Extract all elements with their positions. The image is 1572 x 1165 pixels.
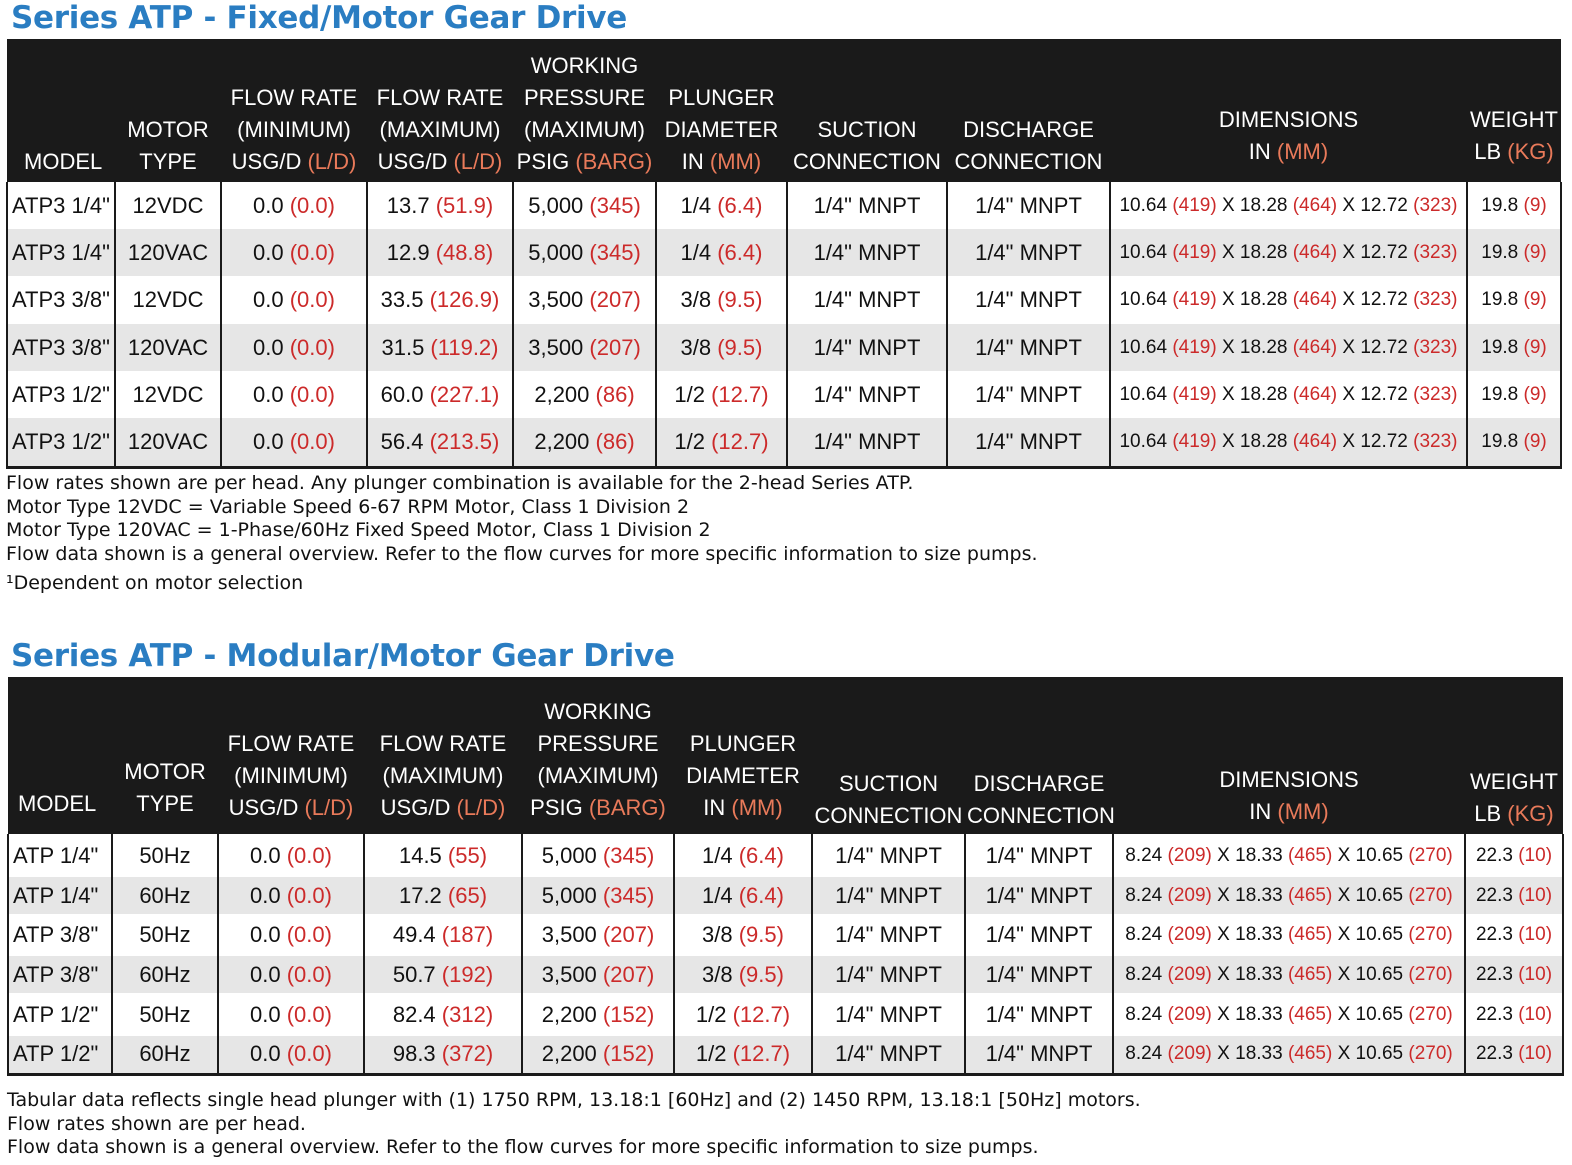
- table-row: [7, 324, 1561, 371]
- cell-flow-max: 13.7 (51.9): [367, 182, 513, 229]
- cell-working-pressure: 5,000 (345): [513, 229, 656, 276]
- cell-plunger-diameter: 1/4 (6.4): [674, 834, 812, 877]
- cell-model: ATP 3/8": [8, 956, 112, 993]
- cell-flow-min: 0.0 (0.0): [221, 324, 367, 371]
- cell-flow-max: 82.4 (312): [364, 993, 522, 1036]
- col-model: MODEL: [7, 39, 115, 182]
- cell-suction: 1/4" MNPT: [812, 834, 965, 877]
- cell-motor-type: 120VAC: [115, 229, 221, 276]
- cell-discharge: 1/4" MNPT: [947, 371, 1110, 418]
- cell-model: ATP3 1/2": [7, 371, 115, 418]
- cell-discharge: 1/4" MNPT: [947, 324, 1110, 371]
- cell-discharge: 1/4" MNPT: [965, 834, 1113, 877]
- col-motor-type: MOTOR TYPE: [115, 39, 221, 182]
- cell-weight: 22.3 (10): [1465, 914, 1563, 956]
- table-body: [7, 182, 1561, 467]
- cell-dimensions: 10.64 (419) X 18.28 (464) X 12.72 (323): [1110, 229, 1467, 276]
- table-row: [7, 371, 1561, 418]
- cell-suction: 1/4" MNPT: [812, 877, 965, 914]
- cell-working-pressure: 5,000 (345): [513, 182, 656, 229]
- cell-working-pressure: 3,500 (207): [522, 914, 674, 956]
- cell-flow-max: 12.9 (48.8): [367, 229, 513, 276]
- table-body: [8, 834, 1563, 1074]
- note-line: Flow rates shown are per head. Any plunger combination is available for the 2-head Series ATP.: [6, 472, 914, 494]
- cell-weight: 19.8 (9): [1467, 182, 1561, 229]
- cell-suction: 1/4" MNPT: [812, 1036, 965, 1074]
- cell-flow-max: 49.4 (187): [364, 914, 522, 956]
- cell-model: ATP3 3/8": [7, 276, 115, 324]
- section1-title: Series ATP - Fixed/Motor Gear Drive: [11, 0, 627, 36]
- col-weight: WEIGHT LB (KG): [1465, 677, 1563, 834]
- cell-flow-max: 98.3 (372): [364, 1036, 522, 1074]
- col-model: MODEL: [8, 677, 112, 834]
- cell-plunger-diameter: 1/2 (12.7): [656, 418, 787, 467]
- cell-suction: 1/4" MNPT: [812, 956, 965, 993]
- cell-flow-min: 0.0 (0.0): [218, 956, 364, 993]
- cell-plunger-diameter: 3/8 (9.5): [674, 956, 812, 993]
- cell-flow-min: 0.0 (0.0): [221, 276, 367, 324]
- section1-notes: [6, 472, 1038, 596]
- table-row: [8, 834, 1563, 877]
- cell-suction: 1/4" MNPT: [787, 229, 947, 276]
- col-weight: WEIGHT LB (KG): [1467, 39, 1561, 182]
- cell-flow-max: 50.7 (192): [364, 956, 522, 993]
- cell-flow-min: 0.0 (0.0): [218, 877, 364, 914]
- cell-motor-type: 60Hz: [112, 877, 218, 914]
- cell-dimensions: 8.24 (209) X 18.33 (465) X 10.65 (270): [1113, 834, 1465, 877]
- col-working-pressure: WORKING PRESSURE (MAXIMUM) PSIG (BARG): [522, 677, 674, 834]
- cell-working-pressure: 3,500 (207): [513, 276, 656, 324]
- cell-suction: 1/4" MNPT: [812, 993, 965, 1036]
- cell-flow-max: 33.5 (126.9): [367, 276, 513, 324]
- cell-flow-min: 0.0 (0.0): [218, 834, 364, 877]
- cell-plunger-diameter: 1/4 (6.4): [656, 229, 787, 276]
- cell-working-pressure: 5,000 (345): [522, 834, 674, 877]
- cell-flow-max: 14.5 (55): [364, 834, 522, 877]
- cell-motor-type: 60Hz: [112, 956, 218, 993]
- cell-suction: 1/4" MNPT: [787, 324, 947, 371]
- footnote: ¹Dependent on motor selection: [6, 572, 304, 594]
- cell-motor-type: 12VDC: [115, 371, 221, 418]
- cell-working-pressure: 3,500 (207): [522, 956, 674, 993]
- cell-suction: 1/4" MNPT: [787, 182, 947, 229]
- note-line: Motor Type 12VDC = Variable Speed 6-67 RPM Motor, Class 1 Division 2: [6, 495, 690, 518]
- col-plunger-diameter: PLUNGER DIAMETER IN (MM): [674, 677, 812, 834]
- cell-motor-type: 12VDC: [115, 182, 221, 229]
- table-row: [7, 276, 1561, 324]
- cell-model: ATP3 3/8": [7, 324, 115, 371]
- cell-weight: 22.3 (10): [1465, 956, 1563, 993]
- cell-dimensions: 10.64 (419) X 18.28 (464) X 12.72 (323): [1110, 276, 1467, 324]
- cell-dimensions: 8.24 (209) X 18.33 (465) X 10.65 (270): [1113, 1036, 1465, 1074]
- table-row: [7, 182, 1561, 229]
- note-line: Flow data shown is a general overview. Refer to the flow curves for more specific information to size pumps.: [6, 542, 1038, 565]
- cell-weight: 19.8 (9): [1467, 229, 1561, 276]
- cell-working-pressure: 2,200 (152): [522, 1036, 674, 1074]
- cell-discharge: 1/4" MNPT: [947, 418, 1110, 467]
- cell-flow-min: 0.0 (0.0): [221, 371, 367, 418]
- col-flow-min: FLOW RATE (MINIMUM) USG/D (L/D): [218, 677, 364, 834]
- cell-model: ATP 1/2": [8, 1036, 112, 1074]
- cell-discharge: 1/4" MNPT: [947, 182, 1110, 229]
- cell-plunger-diameter: 1/4 (6.4): [674, 877, 812, 914]
- spec-table-modular: [7, 677, 1564, 1076]
- col-flow-max: FLOW RATE (MAXIMUM) USG/D (L/D): [364, 677, 522, 834]
- table-row: [7, 229, 1561, 276]
- cell-dimensions: 8.24 (209) X 18.33 (465) X 10.65 (270): [1113, 914, 1465, 956]
- cell-model: ATP3 1/2": [7, 418, 115, 467]
- cell-weight: 22.3 (10): [1465, 1036, 1563, 1074]
- cell-dimensions: 10.64 (419) X 18.28 (464) X 12.72 (323): [1110, 324, 1467, 371]
- cell-motor-type: 120VAC: [115, 418, 221, 467]
- cell-suction: 1/4" MNPT: [812, 914, 965, 956]
- header-row: [7, 39, 1561, 182]
- cell-discharge: 1/4" MNPT: [965, 1036, 1113, 1074]
- cell-flow-min: 0.0 (0.0): [218, 1036, 364, 1074]
- cell-flow-min: 0.0 (0.0): [221, 418, 367, 467]
- cell-discharge: 1/4" MNPT: [965, 914, 1113, 956]
- col-discharge-connection: DISCHARGE CONNECTION: [947, 39, 1110, 182]
- cell-dimensions: 8.24 (209) X 18.33 (465) X 10.65 (270): [1113, 877, 1465, 914]
- cell-suction: 1/4" MNPT: [787, 418, 947, 467]
- cell-plunger-diameter: 1/2 (12.7): [656, 371, 787, 418]
- col-motor-type: MOTOR TYPE: [112, 677, 218, 834]
- cell-working-pressure: 5,000 (345): [522, 877, 674, 914]
- cell-working-pressure: 2,200 (86): [513, 418, 656, 467]
- cell-suction: 1/4" MNPT: [787, 371, 947, 418]
- col-working-pressure: WORKING PRESSURE (MAXIMUM) PSIG (BARG): [513, 39, 656, 182]
- cell-suction: 1/4" MNPT: [787, 276, 947, 324]
- cell-flow-min: 0.0 (0.0): [221, 229, 367, 276]
- table-row: [8, 956, 1563, 993]
- col-plunger-diameter: PLUNGER DIAMETER IN (MM): [656, 39, 787, 182]
- cell-weight: 22.3 (10): [1465, 993, 1563, 1036]
- cell-plunger-diameter: 1/2 (12.7): [674, 1036, 812, 1074]
- cell-weight: 22.3 (10): [1465, 877, 1563, 914]
- cell-discharge: 1/4" MNPT: [947, 276, 1110, 324]
- cell-flow-max: 60.0 (227.1): [367, 371, 513, 418]
- cell-flow-min: 0.0 (0.0): [218, 993, 364, 1036]
- cell-model: ATP3 1/4": [7, 182, 115, 229]
- cell-plunger-diameter: 3/8 (9.5): [656, 276, 787, 324]
- cell-working-pressure: 2,200 (152): [522, 993, 674, 1036]
- cell-flow-max: 31.5 (119.2): [367, 324, 513, 371]
- note-line: Flow rates shown are per head.: [7, 1112, 306, 1135]
- cell-flow-max: 17.2 (65): [364, 877, 522, 914]
- col-flow-max: FLOW RATE (MAXIMUM) USG/D (L/D): [367, 39, 513, 182]
- cell-plunger-diameter: 3/8 (9.5): [656, 324, 787, 371]
- cell-motor-type: 120VAC: [115, 324, 221, 371]
- note-line: Motor Type 120VAC = 1-Phase/60Hz Fixed Speed Motor, Class 1 Division 2: [6, 519, 711, 541]
- cell-flow-min: 0.0 (0.0): [221, 182, 367, 229]
- cell-dimensions: 10.64 (419) X 18.28 (464) X 12.72 (323): [1110, 418, 1467, 467]
- note-line: Tabular data reflects single head plunger with (1) 1750 RPM, 13.18:1 [60Hz] and (2) 1450 RPM, 13.18:1 [50Hz] motors.: [7, 1089, 1141, 1111]
- cell-dimensions: 10.64 (419) X 18.28 (464) X 12.72 (323): [1110, 371, 1467, 418]
- col-dimensions: DIMENSIONS IN (MM): [1113, 677, 1465, 834]
- table-row: [8, 993, 1563, 1036]
- cell-model: ATP 1/2": [8, 993, 112, 1036]
- cell-model: ATP 1/4": [8, 834, 112, 877]
- col-discharge-connection: DISCHARGE CONNECTION: [965, 677, 1113, 834]
- col-dimensions: DIMENSIONS IN (MM): [1110, 39, 1467, 182]
- header-row: [8, 677, 1563, 834]
- col-flow-min: FLOW RATE (MINIMUM) USG/D (L/D): [221, 39, 367, 182]
- cell-model: ATP 3/8": [8, 914, 112, 956]
- cell-weight: 19.8 (9): [1467, 276, 1561, 324]
- cell-working-pressure: 3,500 (207): [513, 324, 656, 371]
- cell-flow-min: 0.0 (0.0): [218, 914, 364, 956]
- cell-motor-type: 60Hz: [112, 1036, 218, 1074]
- cell-dimensions: 10.64 (419) X 18.28 (464) X 12.72 (323): [1110, 182, 1467, 229]
- table-row: [8, 914, 1563, 956]
- cell-weight: 19.8 (9): [1467, 418, 1561, 467]
- table-row: [8, 1036, 1563, 1074]
- table-row: [7, 418, 1561, 467]
- cell-discharge: 1/4" MNPT: [965, 877, 1113, 914]
- cell-model: ATP 1/4": [8, 877, 112, 914]
- spec-table-fixed: [6, 39, 1562, 469]
- table-row: [8, 877, 1563, 914]
- cell-weight: 19.8 (9): [1467, 324, 1561, 371]
- cell-discharge: 1/4" MNPT: [947, 229, 1110, 276]
- cell-plunger-diameter: 3/8 (9.5): [674, 914, 812, 956]
- cell-discharge: 1/4" MNPT: [965, 956, 1113, 993]
- note-line: Flow data shown is a general overview. Refer to the flow curves for more specific information to size pumps.: [7, 1136, 1039, 1158]
- cell-plunger-diameter: 1/4 (6.4): [656, 182, 787, 229]
- cell-plunger-diameter: 1/2 (12.7): [674, 993, 812, 1036]
- cell-dimensions: 8.24 (209) X 18.33 (465) X 10.65 (270): [1113, 956, 1465, 993]
- col-suction-connection: SUCTION CONNECTION: [812, 677, 965, 834]
- cell-weight: 22.3 (10): [1465, 834, 1563, 877]
- cell-working-pressure: 2,200 (86): [513, 371, 656, 418]
- col-suction-connection: SUCTION CONNECTION: [787, 39, 947, 182]
- cell-weight: 19.8 (9): [1467, 371, 1561, 418]
- cell-motor-type: 50Hz: [112, 914, 218, 956]
- cell-motor-type: 12VDC: [115, 276, 221, 324]
- section2-title: Series ATP - Modular/Motor Gear Drive: [11, 638, 675, 674]
- section2-notes: [7, 1089, 1141, 1160]
- cell-motor-type: 50Hz: [112, 834, 218, 877]
- cell-discharge: 1/4" MNPT: [965, 993, 1113, 1036]
- cell-model: ATP3 1/4": [7, 229, 115, 276]
- cell-dimensions: 8.24 (209) X 18.33 (465) X 10.65 (270): [1113, 993, 1465, 1036]
- cell-flow-max: 56.4 (213.5): [367, 418, 513, 467]
- cell-motor-type: 50Hz: [112, 993, 218, 1036]
